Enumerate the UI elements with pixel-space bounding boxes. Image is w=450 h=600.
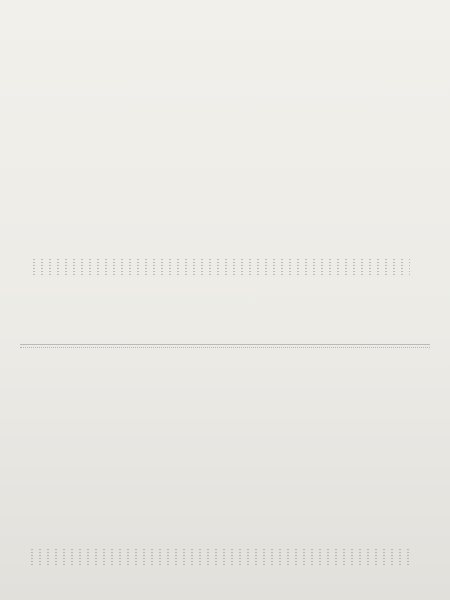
page-title [415, 150, 435, 260]
page-numbers-row [28, 316, 423, 330]
section-divider-dotted [20, 347, 430, 348]
leader-dots-lower [28, 548, 410, 566]
section-divider [20, 344, 430, 345]
leader-dots-upper [30, 258, 410, 276]
